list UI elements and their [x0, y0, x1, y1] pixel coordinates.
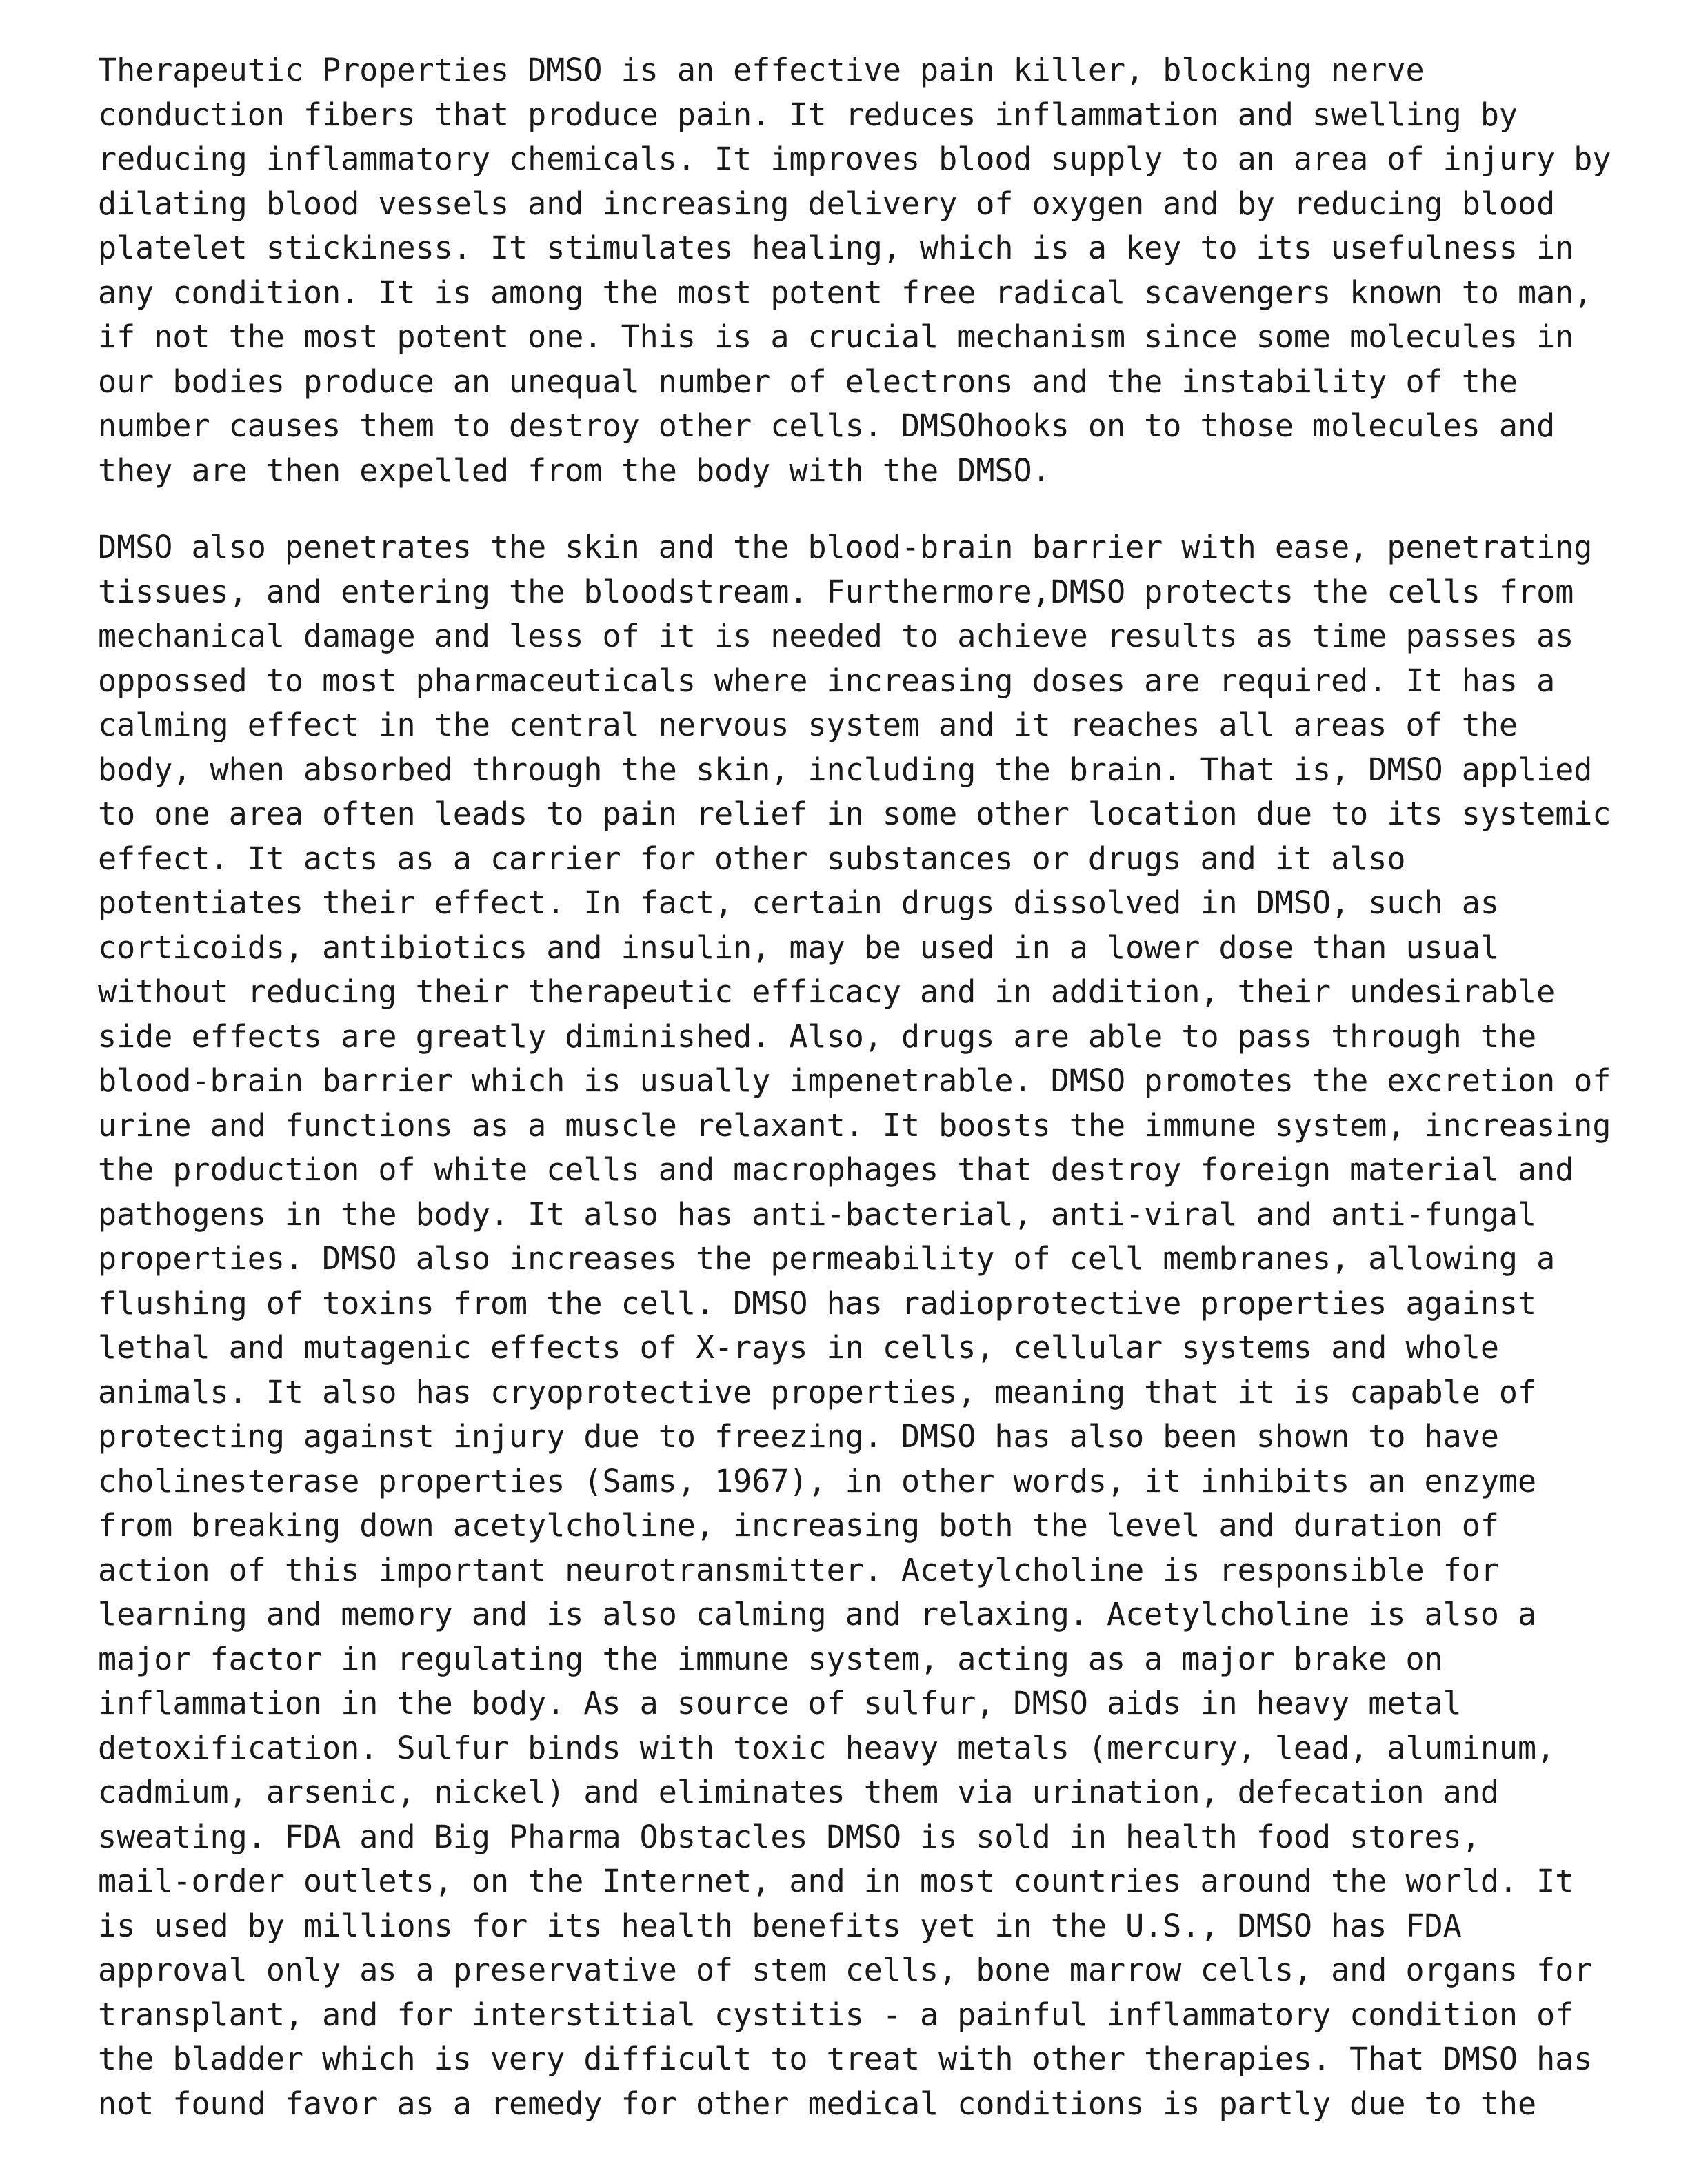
paragraph-spacer: [98, 493, 1677, 525]
text-line: Therapeutic Properties DMSO is an effective pain killer, blocking nerve: [98, 52, 1425, 88]
text-line: effect. It acts as a carrier for other substances or drugs and it also: [98, 840, 1406, 877]
text-line: tissues, and entering the bloodstream. Furthermore,DMSO protects the cells from: [98, 573, 1574, 610]
text-line: platelet stickiness. It stimulates healing, which is a key to its usefulness in: [98, 230, 1574, 266]
paragraph-1: [98, 48, 1677, 493]
text-line: mail-order outlets, on the Internet, and in most countries around the world. It: [98, 1863, 1574, 1899]
document-page: [98, 48, 1677, 2126]
text-line: conduction fibers that produce pain. It reduces inflammation and swelling by: [98, 96, 1518, 133]
text-line: without reducing their therapeutic efficacy and in addition, their undesirable: [98, 973, 1556, 1010]
text-line: urine and functions as a muscle relaxant. It boosts the immune system, increasing: [98, 1106, 1611, 1144]
text-line: mechanical damage and less of it is needed to achieve results as time passes as: [98, 618, 1574, 654]
text-line: any condition. It is among the most potent free radical scavengers known to man,: [98, 274, 1593, 311]
text-line: lethal and mutagenic effects of X-rays in cells, cellular systems and whole: [98, 1329, 1499, 1366]
text-line: the production of white cells and macrophages that destroy foreign material and: [98, 1151, 1574, 1188]
text-line: calming effect in the central nervous system and it reaches all areas of the: [98, 707, 1518, 743]
text-line: side effects are greatly diminished. Also, drugs are able to pass through the: [98, 1018, 1537, 1055]
text-line: protecting against injury due to freezing. DMSO has also been shown to have: [98, 1418, 1499, 1455]
text-line: cholinesterase properties (Sams, 1967), in other words, it inhibits an enzyme: [98, 1462, 1537, 1499]
text-line: if not the most potent one. This is a crucial mechanism since some molecules in: [98, 318, 1574, 355]
text-line: inflammation in the body. As a source of sulfur, DMSO aids in heavy metal: [98, 1685, 1462, 1721]
text-line: blood-brain barrier which is usually impenetrable. DMSO promotes the excretion of: [98, 1062, 1611, 1099]
text-line: the bladder which is very difficult to treat with other therapies. That DMSO has: [98, 2041, 1593, 2077]
text-line: to one area often leads to pain relief in some other location due to its systemic: [98, 796, 1611, 832]
paragraph-2: [98, 525, 1677, 2126]
text-line: DMSO also penetrates the skin and the blood-brain barrier with ease, penetrating: [98, 529, 1593, 565]
text-line: flushing of toxins from the cell. DMSO has radioprotective properties against: [98, 1284, 1537, 1322]
text-line: animals. It also has cryoprotective properties, meaning that it is capable of: [98, 1373, 1537, 1410]
text-line: corticoids, antibiotics and insulin, may be used in a lower dose than usual: [98, 929, 1499, 966]
text-line: number causes them to destroy other cells. DMSOhooks on to those molecules and: [98, 407, 1556, 444]
text-line: cadmium, arsenic, nickel) and eliminates them via urination, defecation and: [98, 1774, 1499, 1810]
text-line: pathogens in the body. It also has anti-bacterial, anti-viral and anti-fungal: [98, 1195, 1537, 1233]
text-line: properties. DMSO also increases the permeability of cell membranes, allowing a: [98, 1240, 1556, 1277]
text-line: learning and memory and is also calming and relaxing. Acetylcholine is also a: [98, 1596, 1537, 1632]
text-line: our bodies produce an unequal number of electrons and the instability of the: [98, 363, 1518, 400]
text-line: major factor in regulating the immune system, acting as a major brake on: [98, 1640, 1443, 1677]
text-line: they are then expelled from the body with the DMSO.: [98, 452, 1051, 489]
document-body: [98, 48, 1677, 2126]
text-line: not found favor as a remedy for other medical conditions is partly due to the: [98, 2085, 1537, 2122]
text-line: detoxification. Sulfur binds with toxic heavy metals (mercury, lead, aluminum,: [98, 1729, 1556, 1766]
text-line: action of this important neurotransmitter. Acetylcholine is responsible for: [98, 1551, 1499, 1588]
text-line: oppossed to most pharmaceuticals where increasing doses are required. It has a: [98, 662, 1556, 699]
text-line: potentiates their effect. In fact, certain drugs dissolved in DMSO, such as: [98, 884, 1499, 921]
text-line: from breaking down acetylcholine, increasing both the level and duration of: [98, 1507, 1499, 1544]
text-line: reducing inflammatory chemicals. It improves blood supply to an area of injury by: [98, 141, 1611, 177]
text-line: is used by millions for its health benefits yet in the U.S., DMSO has FDA: [98, 1907, 1462, 1944]
text-line: body, when absorbed through the skin, including the brain. That is, DMSO applied: [98, 751, 1593, 788]
text-line: approval only as a preservative of stem cells, bone marrow cells, and organs for: [98, 1952, 1593, 1988]
text-line: sweating. FDA and Big Pharma Obstacles DMSO is sold in health food stores,: [98, 1818, 1480, 1855]
text-line: dilating blood vessels and increasing delivery of oxygen and by reducing blood: [98, 185, 1556, 222]
text-line: transplant, and for interstitial cystitis - a painful inflammatory condition of: [98, 1996, 1574, 2033]
